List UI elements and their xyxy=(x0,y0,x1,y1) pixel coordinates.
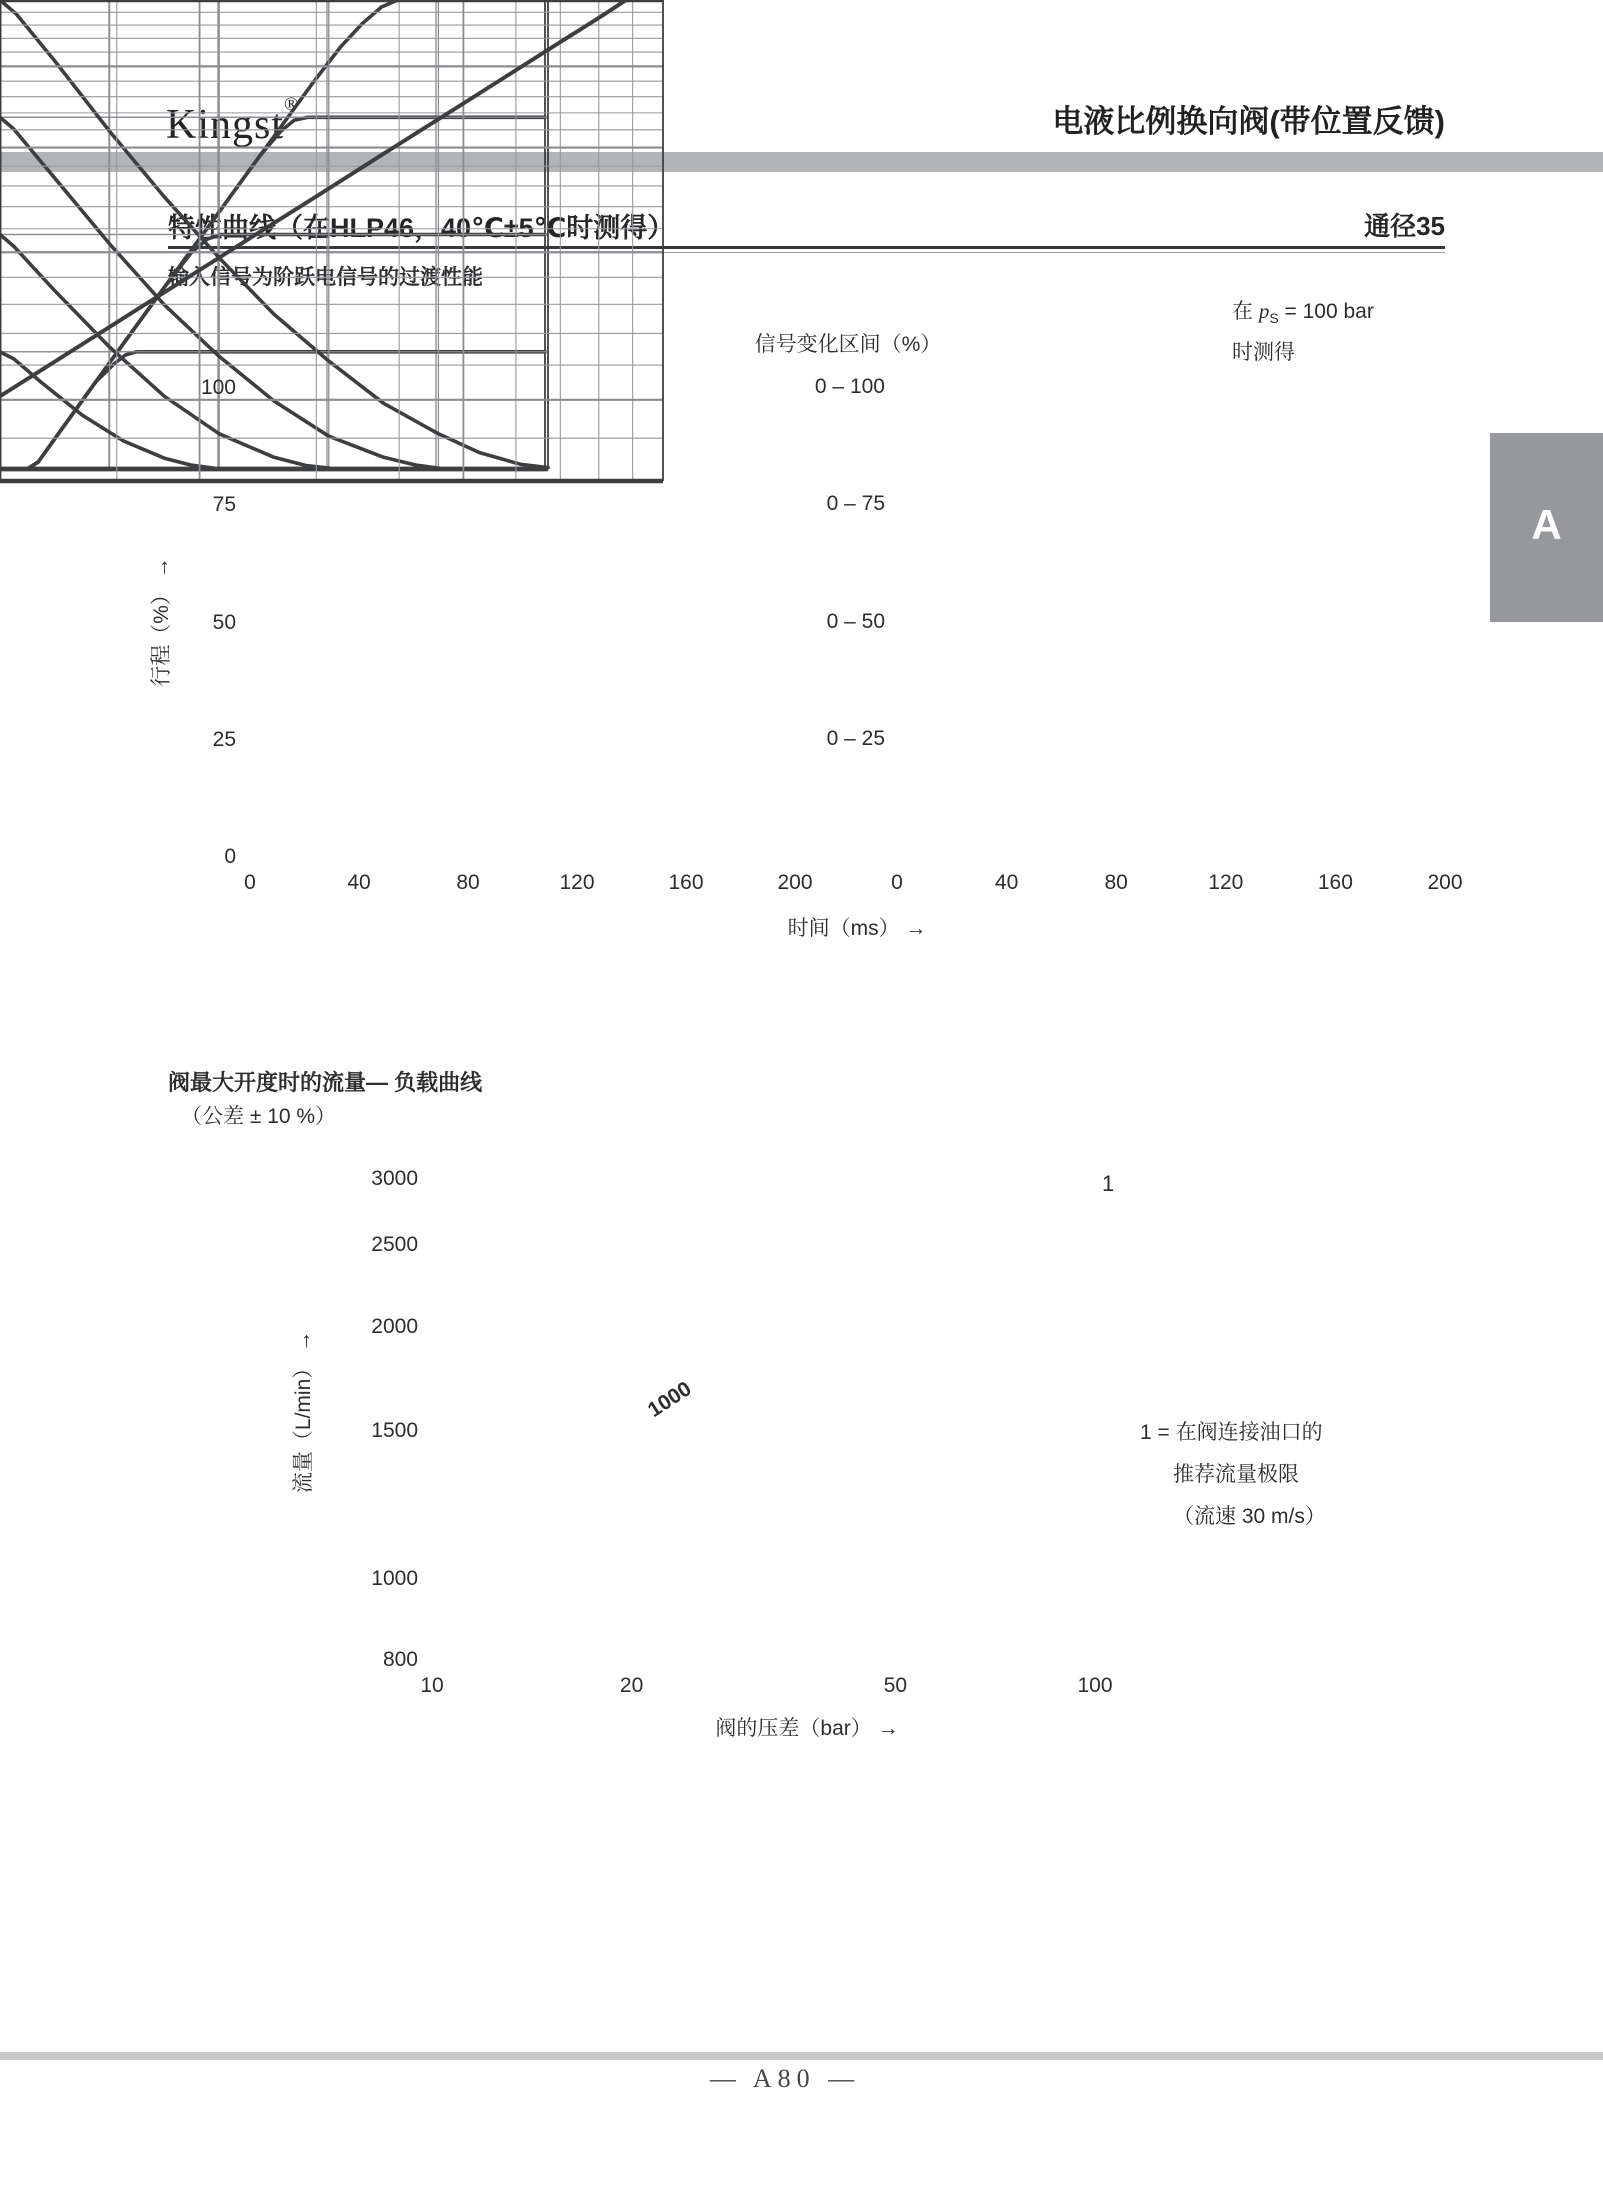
registered-mark: ® xyxy=(284,94,300,115)
y-tick-label: 2500 xyxy=(371,1233,418,1257)
flow-limit-marker: 1 xyxy=(1102,1171,1115,1196)
brand-name: Kingst xyxy=(166,102,285,148)
step-response-subtitle: 输入信号为阶跃电信号的过渡性能 xyxy=(168,266,483,289)
legend-line-2: 推荐流量极限 xyxy=(1173,1463,1299,1486)
x-tick-label: 50 xyxy=(883,1674,908,1697)
flow-limit-legend xyxy=(1140,1412,1326,1538)
x-tick-label: 120 xyxy=(1208,871,1244,894)
x-tick-label: 0 xyxy=(891,871,903,894)
condition-pre: 在 xyxy=(1232,300,1259,323)
signal-range-label: 0 – 25 xyxy=(826,726,885,750)
test-condition-line2: 时测得 xyxy=(1232,341,1295,364)
y-tick-label: 50 xyxy=(212,610,236,634)
page-number: — A80 — xyxy=(709,2064,861,2093)
x-tick-label: 20 xyxy=(619,1674,644,1697)
section-title-characteristic-curves: 特性曲线（在HLP46，40℃±5℃时测得） xyxy=(168,213,675,243)
x-tick-label: 0 xyxy=(244,871,256,894)
y-tick-label: 800 xyxy=(382,1648,418,1671)
x-tick-label: 10 xyxy=(420,1674,444,1697)
legend-line-1: 1 = 在阀连接油口的 xyxy=(1140,1421,1323,1444)
x-tick-label: 100 xyxy=(1077,1674,1113,1697)
signal-range-axis-title: 信号变化区间（%） xyxy=(754,333,942,356)
page-title: 电液比例换向阀(带位置反馈) xyxy=(1052,104,1445,139)
pressure-subscript: S xyxy=(1269,310,1279,327)
curve-label-1000: 1000 xyxy=(643,1377,696,1422)
x-tick-label: 40 xyxy=(347,871,371,894)
flow-load-title: 阀最大开度时的流量— 负载曲线 xyxy=(168,1070,483,1095)
x-tick-label: 200 xyxy=(777,871,813,894)
pressure-symbol: p xyxy=(1258,299,1270,323)
time-axis-title: 时间（ms） → xyxy=(787,917,927,940)
flow-axis-title: 流量（L/min） → xyxy=(292,1330,315,1494)
tolerance-note: （公差 ± 10 %） xyxy=(181,1105,337,1128)
curve-1000 xyxy=(0,0,626,396)
signal-range-label: 0 – 50 xyxy=(826,609,885,633)
pressure-axis-title: 阀的压差（bar） → xyxy=(715,1717,899,1740)
nominal-size-label: 通径35 xyxy=(1364,211,1445,241)
chapter-tab-a[interactable] xyxy=(1490,433,1603,622)
flow-load-chart xyxy=(0,0,663,481)
y-tick-label: 3000 xyxy=(371,1167,418,1190)
y-tick-label: 0 xyxy=(224,845,236,868)
y-tick-label: 1000 xyxy=(371,1566,418,1590)
footer-divider-band xyxy=(0,2052,1603,2060)
stroke-axis-title: 行程（%） → xyxy=(150,557,173,687)
legend-line-3: （流速 30 m/s） xyxy=(1173,1505,1326,1528)
y-tick-label: 100 xyxy=(200,376,236,399)
x-tick-label: 200 xyxy=(1427,871,1463,894)
x-tick-label: 40 xyxy=(994,871,1019,894)
y-tick-label: 2000 xyxy=(371,1314,418,1338)
x-tick-label: 80 xyxy=(456,871,480,894)
condition-value: = 100 bar xyxy=(1278,300,1374,323)
y-tick-label: 1500 xyxy=(371,1419,418,1443)
x-tick-label: 160 xyxy=(1317,871,1353,894)
test-condition-line1 xyxy=(1232,295,1374,326)
signal-range-label: 0 – 75 xyxy=(826,492,885,516)
chapter-tab-letter: A xyxy=(1531,501,1562,548)
signal-range-label: 0 – 100 xyxy=(814,375,885,398)
y-tick-label: 75 xyxy=(212,493,236,517)
y-tick-label: 25 xyxy=(212,727,236,751)
x-tick-label: 160 xyxy=(668,871,704,894)
x-tick-label: 80 xyxy=(1104,871,1128,894)
x-tick-label: 120 xyxy=(559,871,595,894)
